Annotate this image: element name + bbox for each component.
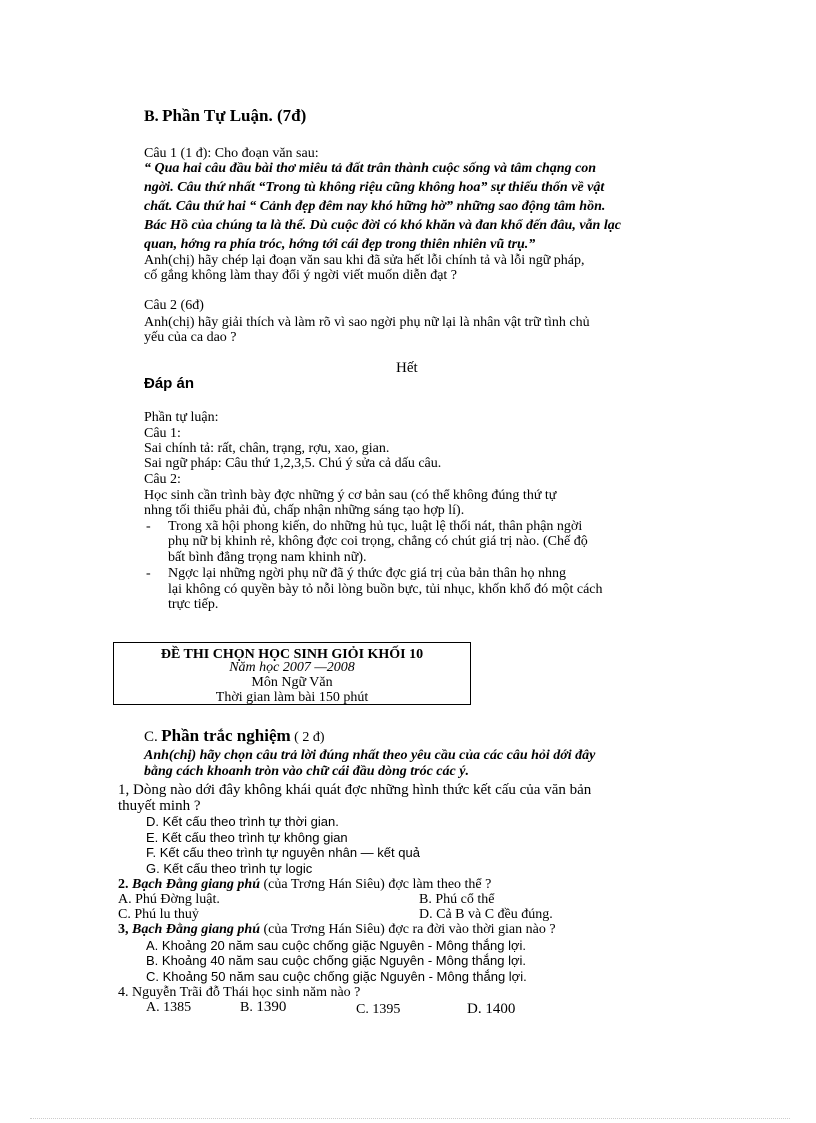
q1-passage-line: Bác Hồ của chúng ta là thế. Dù cuộc đời có khó khăn và đan khổ đến đâu, vẫn lạc [144,218,621,233]
mc-q4-option-a: A. 1385 [146,1000,192,1015]
answer-title: Đáp án [144,375,195,392]
mc-q3-option: C. Khoảng 50 năm sau cuộc chống giặc Nguyên - Mông thắng lợi. [146,969,527,984]
page-bottom-rule [30,1118,790,1119]
q1-passage-line: chất. Câu thứ hai “ Cảnh đẹp đêm nay khó hững hờ” những sao động tâm hồn. [144,199,606,214]
q1-task-line: cố gắng không làm thay đổi ý ngời viết muốn diễn đạt ? [144,268,458,283]
mc-q2-option-b: B. Phú cổ thể [419,892,495,907]
q1-heading: Câu 1 (1 đ): Cho đoạn văn sau: [144,146,319,161]
answer-line: Phần tự luận: [144,410,219,425]
mc-q3-option: B. Khoảng 40 năm sau cuộc chống giặc Nguyên - Mông thắng lợi. [146,953,526,968]
mc-q2-option-d: D. Cả B và C đều đúng. [419,907,553,922]
q1-passage-line: “ Qua hai câu đầu bài thơ miêu tả đất trân thành cuộc sống và tâm chạng con [144,161,597,176]
mc-q4-option-b-letter: B. [240,1000,253,1015]
exam-year: Năm học 2007 —2008 [229,660,355,675]
exam-subject: Môn Ngữ Văn [251,675,333,690]
mc-q2-line [118,877,491,892]
mc-q3-rest: (của Trơng Hán Siêu) đợc ra đời vào thời gian nào ? [263,922,556,937]
exam-title: ĐỀ THI CHỌN HỌC SINH GIỎI KHỐI 10 [160,647,424,662]
part-b-title: Phần Tự Luận. (7đ) [162,106,307,125]
answer-line: Câu 1: [144,426,181,441]
mc-q3-number: 3, [118,922,129,937]
mc-q1-option: F. Kết cấu theo trình tự nguyên nhân — kết quả [146,845,420,860]
bullet-line: lại không có quyền bày tỏ nỗi lòng buồn bực, tủi nhục, khốn khổ đó một cách [168,582,603,597]
mc-q2-work-title: Bạch Đằng giang phú [132,877,260,892]
end-marker: Hết [396,360,418,376]
q2-task-line: yếu của ca dao ? [144,330,237,345]
q1-passage-line: ngời. Câu thứ nhất “Trong tù không riệu cũng không hoa” sự thiếu thốn về vật [144,180,605,195]
mc-q4-option-d: D. 1400 [467,1001,516,1017]
q1-task-line: Anh(chị) hãy chép lại đoạn văn sau khi đã sửa hết lỗi chính tả và lỗi ngữ pháp, [144,253,585,268]
mc-q2-number: 2. [118,877,129,892]
q2-task-line: Anh(chị) hãy giải thích và làm rõ vì sao ngời phụ nữ lại là nhân vật trữ tình chủ [144,315,590,330]
mc-q3-work-title: Bạch Đằng giang phú [132,922,260,937]
bullet-line: Ngợc lại những ngời phụ nữ đã ý thức đợc giá trị của bản thân họ nhng [168,566,567,581]
mc-q2-rest: (của Trơng Hán Siêu) đợc làm theo thể ? [263,877,492,892]
mc-q2-option-c: C. Phú lu thuỷ [118,907,199,922]
exam-header-box [113,642,471,705]
bullet-line: Trong xã hội phong kiến, do những hủ tục, luật lệ thối nát, thân phận ngời [168,519,583,534]
mc-q2-option-a: A. Phú Đờng luật. [118,892,220,907]
bullet-line: trực tiếp. [168,597,219,612]
answer-line: Sai chính tả: rất, chân, trạng, rợu, xao, gian. [144,441,390,456]
part-b-letter: B. [144,108,159,125]
mc-q3-option: A. Khoảng 20 năm sau cuộc chống giặc Nguyên - Mông thắng lợi. [146,938,526,953]
mc-q3-line [118,922,556,937]
part-c-title: Phần trắc nghiệm [161,726,291,745]
part-c-instruction-line: Anh(chị) hãy chọn câu trả lời đúng nhất theo yêu cầu của các câu hỏi dới đây [144,748,596,763]
bullet-mark: - [146,519,151,534]
answer-line: Câu 2: [144,472,181,487]
mc-q4-option-b [240,1000,286,1015]
mc-q4-option-c: C. 1395 [356,1002,401,1017]
bullet-mark: - [146,566,151,581]
mc-q1-option: D. Kết cấu theo trình tự thời gian. [146,814,339,829]
bullet-line: phụ nữ bị khinh rẻ, không đợc coi trọng, chẳng có chút giá trị nào. (Chế độ [168,534,588,549]
part-c-heading [144,728,324,745]
part-b-heading [144,108,306,125]
mc-q1-option: E. Kết cấu theo trình tự không gian [146,830,348,845]
answer-line: Học sinh cần trình bày đợc những ý cơ bản sau (có thể không đúng thứ tự [144,488,557,503]
q1-passage-line: quan, hớng ra phía tróc, hớng tới cái đẹp trong thiên nhiên vũ trụ.” [144,237,536,252]
mc-q1-line: thuyết minh ? [118,798,201,814]
q2-heading: Câu 2 (6đ) [144,298,204,313]
part-c-instruction-line: bằng cách khoanh tròn vào chữ cái đầu dòng tróc các ý. [144,764,469,779]
part-c-letter: C. [144,729,158,745]
exam-duration: Thời gian làm bài 150 phút [215,690,369,705]
mc-q4-option-b-value: 1390 [256,999,287,1015]
bullet-line: bất bình đẳng trọng nam khinh nữ). [168,550,367,565]
answer-line: nhng tối thiểu phải đủ, chấp nhận những sáng tạo hợp lí). [144,503,465,518]
part-c-points: ( 2 đ) [294,730,325,745]
mc-q4-line: 4. Nguyễn Trãi đỗ Thái học sinh năm nào ? [118,985,361,1000]
answer-line: Sai ngữ pháp: Câu thứ 1,2,3,5. Chú ý sửa cả dấu câu. [144,456,442,471]
mc-q1-line: 1, Dòng nào dới đây không khái quát đợc những hình thức kết cấu của văn bản [118,782,592,798]
mc-q1-option: G. Kết cấu theo trình tự logic [146,861,313,876]
